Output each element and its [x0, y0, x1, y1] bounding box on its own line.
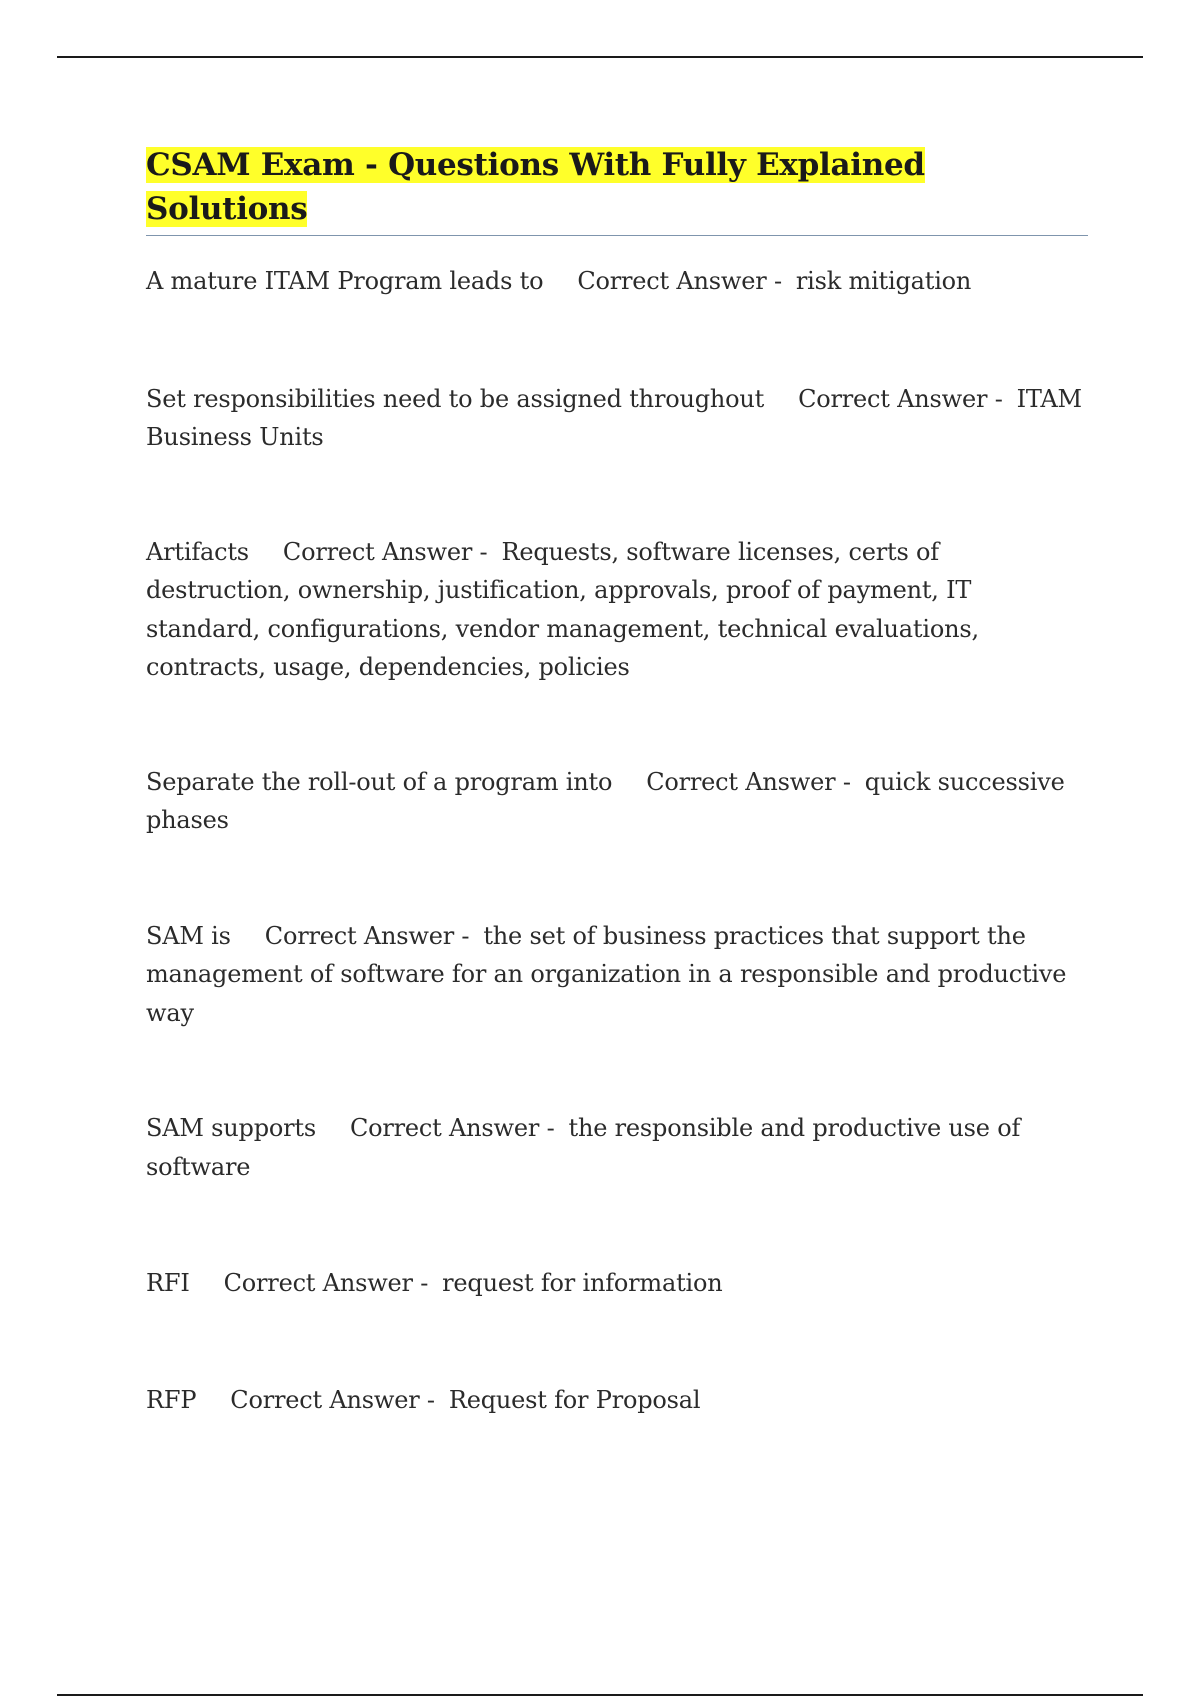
qa-item	[146, 1109, 1088, 1186]
qa-item	[146, 1264, 1088, 1303]
qa-question: Separate the roll-out of a program into	[146, 767, 613, 796]
qa-answer: quick successive phases	[146, 767, 1065, 834]
qa-answer: risk mitigation	[795, 267, 972, 295]
correct-answer-label: Correct Answer -	[349, 1114, 555, 1142]
correct-answer-label: Correct Answer -	[646, 767, 851, 796]
qa-item	[146, 1381, 1088, 1420]
qa-answer: request for information	[442, 1269, 723, 1297]
document-body	[146, 143, 1088, 1419]
correct-answer-label: Correct Answer -	[223, 1269, 429, 1297]
page-footer-rule	[57, 1694, 1143, 1696]
qa-answer: Requests, software licenses, certs of destruction, ownership, justification, approvals, proof of payment, IT standard, configurations, vendor management, technical evaluations, contracts, usage, dependencies, policies	[146, 537, 979, 681]
qa-item	[146, 380, 1088, 457]
page-header-rule	[57, 56, 1143, 58]
qa-item	[146, 262, 1088, 301]
correct-answer-label: Correct Answer -	[798, 384, 1003, 413]
qa-question: Artifacts	[146, 537, 249, 566]
qa-question: SAM is	[146, 921, 231, 950]
title-block	[146, 143, 1088, 236]
correct-answer-label: Correct Answer -	[577, 267, 782, 295]
qa-item	[146, 763, 1088, 840]
qa-question: RFI	[146, 1269, 190, 1297]
qa-item	[146, 917, 1088, 1033]
qa-answer: Request for Proposal	[448, 1385, 701, 1414]
document-title: CSAM Exam - Questions With Fully Explained Solutions	[146, 147, 925, 227]
qa-question: A mature ITAM Program leads to	[146, 267, 544, 295]
correct-answer-label: Correct Answer -	[282, 537, 488, 566]
correct-answer-label: Correct Answer -	[264, 921, 470, 950]
qa-answer: the responsible and productive use of software	[146, 1114, 1021, 1181]
qa-answer: the set of business practices that support the management of software for an organization in a responsible and productive way	[146, 921, 1067, 1027]
qa-answer: ITAM Business Units	[146, 384, 1082, 451]
qa-question: Set responsibilities need to be assigned throughout	[146, 384, 765, 413]
qa-question: SAM supports	[146, 1114, 316, 1142]
qa-item	[146, 533, 1088, 687]
correct-answer-label: Correct Answer -	[230, 1385, 435, 1414]
qa-question: RFP	[146, 1385, 197, 1414]
